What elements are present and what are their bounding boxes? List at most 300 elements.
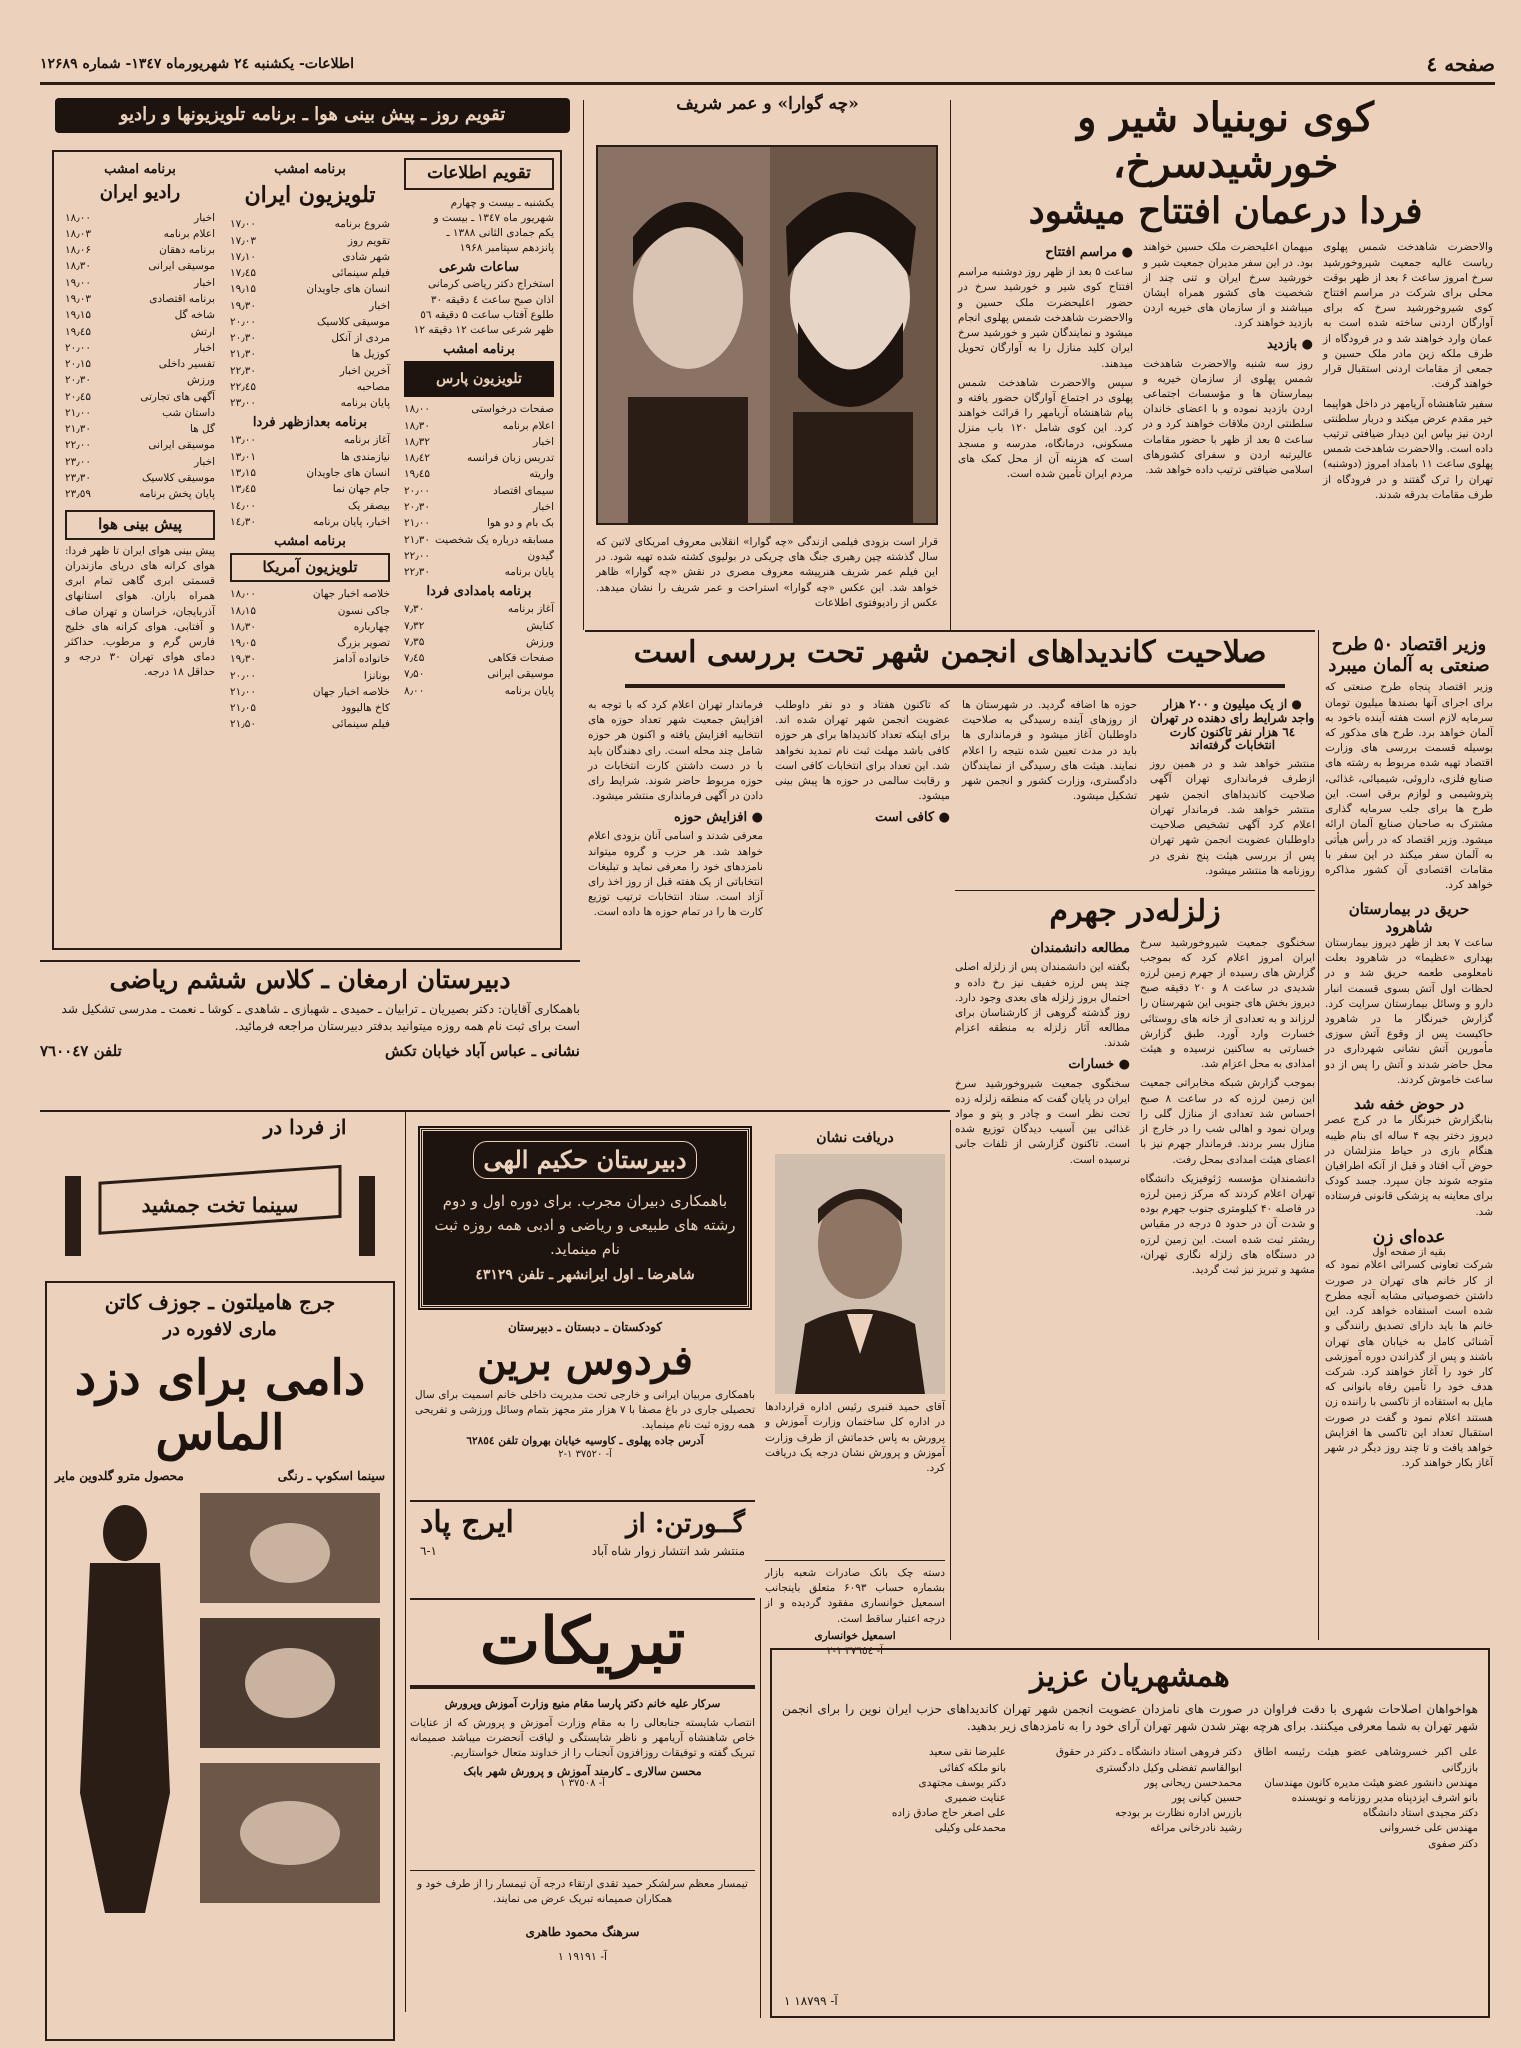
women-title: عده‌ای زن [1372,1226,1446,1247]
tv-iran-tomorrow-time: ۱٤٫۳۰ [230,515,256,528]
rule-thanks-right [760,1598,761,2018]
tv-iran-program-show: پایان برنامه [340,397,390,410]
tv-us-title: تلویزیون آمریکا [230,553,390,582]
tv-us-program-row [230,635,390,651]
award-header: دریافت نشان [816,1130,894,1146]
radio-program-list [65,210,215,503]
tv-iran-tomorrow-show: بیصفر یک [348,499,390,512]
council-title-underline [625,684,1285,688]
council-text-3: که تاکنون هفتاد و دو نفر داوطلب عضویت انجمن شهر تهران شده اند. برای اینکه تعداد کاندیداها برای هر حوزه کافی باشد مهلت ثبت نام تمدید نخواهد شد. این تعداد برای انتخابات کافی است و رقابت سالمی در حوزه ها پیش بینی میشود. [775,699,950,803]
council-col-3 [775,698,950,829]
radio-program-show: تفسیر داخلی [158,358,215,371]
candidate-name: علیرضا نقی سعید [928,1746,1006,1759]
tv-pars-program-row [404,466,554,482]
tv-us-program-time: ۲۱٫۵۰ [230,718,256,731]
tv-iran-program-row [230,265,390,281]
cinema-ad [40,1116,400,2016]
tv-us-program-show: بونانزا [363,669,390,682]
tv-us-program-time: ۱۸٫۰۰ [230,588,256,601]
quake-sub-scientists: مطالعه دانشمندان [1030,940,1130,956]
palace-text-4: روز سه شنبه والاحضرت شاهدخت شمس پهلوی از سازمان خیریه و بیمارستان ها و مؤسسات اجتماعی اردن بازدید نموده و با اعضای خاندان سلطنتی اردن ملاقات خواهند کرد و در ساعت ۵ بعد از ظهر با حضور مقامات عالیرتبه اردن و سفرای کشورهای اسلامی ضیافتی ترتیب داده خواهد شد. [1143,357,1313,477]
tv-iran-program-time: ۱۹٫۳۰ [230,299,256,312]
book-ad [410,1505,755,1595]
hospital-title: حریق در بیمارستان شاهرود [1348,900,1470,936]
tv-iran-program-row [230,330,390,346]
thanks-rule [410,1870,755,1871]
school-armaghan-phone: تلفن ۷٦۰۰٤۷ [40,1041,122,1060]
candidate-name: محمدعلی وکیلی [934,1822,1006,1835]
cinema-stars-2: ماری لافوره در [163,1319,277,1340]
radio-program-row [65,291,215,307]
tv-pars-tomorrow-show: آغاز برنامه [507,603,554,616]
thanks-name-1: محسن سالاری ـ کارمند آموزش و پرورش شهر بابک [463,1765,702,1779]
candidate-name: دکتر مجیدی استاد دانشگاه [1362,1807,1478,1820]
tv-iran-tomorrow-time: ۱۳٫۱۵ [230,467,256,480]
radio-program-time: ۲۳٫۳۰ [65,471,91,484]
candidate-name: رشید نادرخانی مراغه [1150,1822,1242,1835]
tv-us-program-row [230,619,390,635]
rule-thanks-top [410,1598,755,1600]
economy-story [1325,635,1493,1472]
radio-program-row [65,372,215,388]
drown-text: بنابگزارش خبرنگار ما در کرج عصر دیروز دختر بچه ۴ ساله ای بنام طیبه هنگام بازی در حیاط منزلشان در حوض آب افتاد و قبل از آنکه اطرافیان متوجه شوند جان سپرد. جسد کودک برای معاینه به پزشکی قانونی فرستاده شد. [1325,1114,1493,1218]
palace-text-1: والاحضرت شاهدخت شمس پهلوی ریاست عالیه جمعیت شیروخورشید سرخ امروز ساعت ۶ بعد از ظهر بوقت محلی برای شرکت در مراسم افتتاح کوی شیروخورشید سرخ که برای آوارگان اردنی ساخته شده است به عمان وارد خواهند شد و در فرودگاه از طرف ملکه زین مادر ملک حسین و جمعی از مقامات اردنی استقبال قرار خواهند گرفت. [1323,241,1493,391]
tv-pars-program-time: ۱۸٫۳۰ [404,419,430,432]
tv-iran-tomorrow-row [230,465,390,481]
tv-listings [52,150,562,950]
radio-label: برنامه امشب [104,162,176,177]
school-hakim-title: دبیرستان حکیم الهی [473,1141,697,1179]
tv-pars-tomorrow-row [404,618,554,634]
tv-iran-program-show: فیلم سینمائی [331,267,390,280]
quake-text-5: سخنگوی جمعیت شیروخورشید سرخ ایران در پایان گفت که منطقه زلزله زده تحت نظر است و چادر و پتو و مواد غذائی بین آسیب دیدگان توزیع شده است. تاکنون گزارشی از تلفات جانی نرسیده است. [955,1077,1130,1166]
radio-program-time: ۲۱٫۳۰ [65,423,91,436]
council-title: صلاحیت کاندیداهای انجمن شهر تحت بررسی است [633,635,1267,670]
tv-iran-program-time: ۲۰٫۳۰ [230,332,256,345]
radio-program-show: شاخه گل [174,309,215,322]
radio-program-show: برنامه دهقان [159,244,215,257]
radio-program-time: ۱۹٫۰۰ [65,276,91,289]
citizens-ad [770,1648,1490,2018]
tv-pars-program-show: گیدون [527,549,554,562]
tv-iran-tomorrow-label: برنامه بعدازظهر فردا [252,415,368,431]
school-hakim-ad [420,1128,750,1308]
rule-council-top [585,630,1315,632]
tv-us-program-time: ۱۹٫۳۰ [230,653,256,666]
radio-program-row [65,258,215,274]
economy-title: وزیر اقتصاد ۵۰ طرح صنعتی به آلمان میبرد [1328,634,1490,676]
tv-iran-program-row [230,298,390,314]
tv-us-program-show: خلاصه اخبار جهان [312,685,390,698]
palace-text-6: سپس والاحضرت شاهدخت شمس پهلوی در اجتماع آوارگان حضور یافته و پیام شاهنشاه آریامهر را قرائت خواهند کرد. این کوی شامل ۱۲۰ باب منزل مسکونی، درمانگاه، مدرسه و مسجد است که هزینه آن از محل کمک های مردم ایران تأمین شده است. [958,376,1133,481]
radio-program-time: ۱۸٫۰۶ [65,244,91,257]
rule-award-right [950,1120,951,1640]
school-ferdows-kicker: کودکستان ـ دبستان ـ دبیرستان [507,1320,663,1334]
radio-program-row [65,486,215,502]
rule-school1-bottom [40,1110,950,1112]
radio-program-row [65,437,215,453]
tv-pars-program-row [404,483,554,499]
candidate-name: بانو ملکه کفائی [939,1761,1006,1774]
school-ferdows-code: آ- ۳۷٥۲۰ ۱-۲ [558,1448,612,1460]
council-text-1: منتشر خواهد شد و در همین روز ازطرف فرمانداری تهران آگهی صلاحیت کاندیداهای انجمن شهر منتشر خواهد شد. فرماندار تهران اعلام کرد آگهی تشخیص صلاحیت داوطلبان عضویت انجمن شهر تهران پس از بررسی هیئت پنج نفری در روزنامه ها منتشر میشود. [1150,758,1315,877]
council-box-title: ● از یک میلیون و ۲۰۰ هزار واجد شرایط رای دهنده در تهران ٦٤ هزار نفر تاکنون کارت انتخابات گرفته‌اند [1150,697,1315,753]
pars-tomorrow-label: برنامه بامدادی فردا [426,584,532,600]
radio-program-show: ورزش [186,374,215,387]
tv-us-program-show: تصویر بزرگ [337,637,390,650]
tv-pars-program-row [404,564,554,580]
tv-pars-program-show: واریته [529,468,554,481]
thanks-text-1: سرکار علیه خانم دکتر پارسا مقام منیع وزارت آموزش وپرورش [444,1697,721,1710]
candidate-name: محمدحسن ریحانی پور [1144,1776,1242,1789]
tv-iran-title: تلویزیون ایران [244,182,376,208]
tv-us-program-show: جاکی نسون [337,604,390,617]
candidate-name: عنایت ضمیری [944,1791,1006,1804]
tv-iran-program-time: ۲۲٫٤۵ [230,380,256,393]
pars-tomorrow-list [404,601,554,699]
tv-iran-tomorrow-row [230,498,390,514]
award-caption: آقای حمید قنبری رئیس اداره قراردادها در اداره کل ساختمان وزارت آموزش و پرورش به پاس خدماتش از طرف وزارت آموزش و پرورش نشان درجه یک دریافت کرد. [765,1401,945,1474]
tv-us-program-show: خلاصه اخبار جهان [312,588,390,601]
candidate-name: دکتر یوسف مجتهدی [918,1776,1006,1789]
tv-us-program-time: ۱۹٫۰۵ [230,637,256,650]
tv-pars-tomorrow-row [404,634,554,650]
tv-us-program-row [230,586,390,602]
tv-pars-program-row [404,401,554,417]
radio-program-show: اخبار [194,341,215,354]
drown-title: در حوض خفه شد [1353,1095,1465,1114]
tv-col-iran [230,158,390,733]
radio-program-time: ۱۸٫۰۰ [65,211,91,224]
thanks-code-1: آ- ۳۷٥۰۸ ۱ [560,1778,605,1790]
tv-pars-tomorrow-show: ورزش [525,635,554,648]
tv-iran-tomorrow-show: نیازمندی ها [341,450,390,463]
tv-iran-program-time: ۲۳٫۰۰ [230,397,256,410]
religious-line-4: ظهر شرعی ساعت ۱۲ دقیقه ۱۲ [413,324,554,337]
tv-pars-tomorrow-time: ۷٫۳۲ [404,619,425,632]
thanks-code-2: آ- ۱۹۱۹۱ ۱ [557,1950,608,1963]
palace-text-5: ساعت ۵ بعد از ظهر روز دوشنبه مراسم افتتاح کوی شیر و خورشید سرخ در حضور اعلیحضرت ملک حسین و والاحضرت شاهدخت شمس پهلوی انجام میشود و نمایندگان شیر و خورشید سرخ ایران کلید منازل را به آوارگان تحویل میدهند. [958,266,1133,370]
tv-iran-program-row [230,379,390,395]
cinema-from-tomorrow: از فردا در [263,1115,347,1139]
tv-iran-program-row [230,395,390,411]
tv-iran-program-row [230,346,390,362]
palace-title-2: فردا درعمان افتتاح میشود [1028,190,1423,232]
radio-program-row [65,242,215,258]
radio-program-time: ۲۳٫٥۹ [65,488,91,501]
divider-palace-left [950,100,951,630]
school-ferdows-ad [415,1320,755,1490]
cinema-studio: محصول مترو گلدوین مایر [55,1469,184,1484]
tv-iran-program-show: مردی از آنکل [331,332,390,345]
tv-us-program-show: کاخ هالیوود [341,702,390,715]
tv-iran-program-time: ۱۷٫۱۰ [230,250,256,263]
citizens-candidates-col-1 [1254,1745,1478,1852]
tv-iran-tomorrow-time: ۱۳٫۰۱ [230,450,256,463]
radio-program-row [65,356,215,372]
tv-pars-tomorrow-row [404,601,554,617]
rule-book-top [410,1500,755,1502]
quake-text-4: بگفته این دانشمندان پس از زلزله اصلی چند پس لرزه خفیف نیز رخ داده و احتمال بروز زلزله های بعدی وجود دارد. روز گذشته گروهی از کارشناسان برای مطالعه آثار زلزله به منطقه اعزام شدند. [955,961,1130,1050]
council-text-5: معرفی شدند و اسامی آنان بزودی اعلام خواهد شد. هر حزب و گروه میتواند نامزدهای خود را معرفی نماید و تبلیغات انتخاباتی از یک هفته قبل از روز اخذ رای آزاد است. ستاد انتخابات ترتیب توزیع کارت ها را در تمام حوزه ها داده است. [588,830,763,919]
tv-pars-tomorrow-time: ۷٫٤۵ [404,652,425,665]
candidate-name: بازرس اداره نظارت بر بودجه [1114,1807,1242,1820]
tv-pars-program-time: ۲۲٫۰۰ [404,549,430,562]
tv-iran-program-list [230,216,390,411]
weather-text: پیش بینی هوای ایران تا ظهر فردا: هوای کرانه های دریای مازندران قسمتی ابری گاهی تمام ابری همراه باران. هوای استانهای آذربایجان، خراسان و تهران صاف و آفتابی. هوای کرانه های خلیج فارس گرم و مرطوب. حداکثر دمای هوای تهران ۳۰ درجه و حداقل ۱۸ درجه. [65,544,215,679]
tv-us-program-list [230,586,390,732]
tv-iran-tomorrow-show: انسان های جاویدان [306,467,390,480]
women-text: شرکت تعاونی کسرائی اعلام نمود که از کار خانم های تهران در صورت داشتن خصوصیاتی مشابه آنچه مطرح شده است استفاده خواهد کرد. این خانم ها باید دارای تصدیق رانندگی و آشنائی کامل به خیابان های تهران باشند و پس از گذراندن دوره آموزشی کار خود را آغاز خواهند کرد. شرکت هدف خود را تأمین رفاه بانوانی که مایل به استفاده از تاکسی با راننده زن هستند اعلام نمود و گفت در صورت استقبال تعداد این تاکسی ها افزایش خواهد یافت و تا چند روز دیگر در شهر آغاز بکار خواهند کرد. [1325,1259,1493,1470]
masthead [40,52,1495,82]
citizens-candidates-col-2 [1018,1745,1242,1852]
radio-title: رادیو ایران [99,182,181,203]
calendar-line-3: یکم جمادی الثانی ۱۳۸۸ ـ [446,226,554,239]
cinema-name: سینما تخت جمشید [141,1193,299,1217]
radio-program-time: ۲۰٫۱۵ [65,358,91,371]
tv-col-calendar [404,158,554,699]
rule-mid-right [1318,630,1319,1640]
school-hakim-address: شاهرضا ـ اول ایرانشهر ـ تلفن ٤۳۱۲۹ [475,1266,695,1283]
tv-iran-program-time: ۲۱٫۳۰ [230,348,256,361]
tv-pars-tomorrow-time: ۷٫۵۰ [404,668,425,681]
palace-title-1: کوی نوبنیاد شیر و خورشیدسرخ، [1077,94,1374,187]
school-hakim-text: باهمکاری دبیران مجرب. برای دوره اول و دوم رشته های طبیعی و ریاضی و ادبی همه روزه ثبت نام مینماید. [434,1191,736,1258]
award-section [765,1130,945,1658]
radio-program-row [65,470,215,486]
school-ferdows-text: باهمکاری مربیان ایرانی و خارجی تحت مدیریت داخلی خانم اسمیت برای سال تحصیلی جاری در باغ مصفا با ۷ هزار متر مجهز بتمام وسائل ورزشی و تفریحی همه روزه ثبت نام مینماید. [415,1389,755,1432]
tv-iran-program-row [230,233,390,249]
radio-program-show: اعلام برنامه [163,227,215,240]
tv-iran-program-time: ۱۷٫۰۰ [230,218,256,231]
tv-pars-program-show: پایان برنامه [504,566,554,579]
thanks-ad [410,1605,755,2025]
thanks-name-2: سرهنگ محمود طاهری [525,1925,640,1939]
radio-program-show: اخبار [194,455,215,468]
palace-text-2: سفیر شاهنشاه آریامهر در داخل هواپیما خیر مقدم عرض میکند و دربار سلطنتی اردن نیز بپاس این دیدار ضیافتی ترتیب داده است. والاحضرت شاهدخت شمس پهلوی ساعت ۱۱ بامداد امروز (دوشنبه) تهران را ترک گفتند و در فرودگاه از طرف مقامات بدرقه شدند. [1323,397,1493,501]
council-sub-enough: ● کافی است [875,809,950,825]
palace-sub-visit: ● بازدید [1267,336,1313,352]
issue-info: اطلاعات- یکشنبه ۲٤ شهریورماه ۱۳٤۷- شماره ۱۲۶۸۹ [40,56,354,72]
radio-program-row [65,421,215,437]
tv-header [55,98,570,136]
citizens-title: همشهریان عزیز [1030,1659,1230,1694]
tv-us-program-show: فیلم سینمائی [331,718,390,731]
tv-us-program-row [230,700,390,716]
tv-us-program-show: خانواده آدامز [333,653,390,666]
quake-sub-damage: ● خسارات [1068,1056,1130,1072]
citizens-text: هواخواهان اصلاحات شهری با دقت فراوان در صورت های نامزدان عضویت انجمن شهر تهران کاندیداهای حزب ایران نوین را برای انجمن شهر تهران به شما معرفی میکنند. برای هرچه بهتر شدن شهر تهران آرای خود را به نامزدهای زیر بدهید. [782,1701,1478,1733]
candidate-name: مهندس علی خسروانی [1379,1822,1478,1835]
school-armaghan-title: دبیرستان ارمغان ـ کلاس ششم ریاضی [109,965,511,994]
thanks-text-2: انتصاب شایسته جنابعالی را به مقام وزارت آموزش و پرورش که از عنایات خاص شاهنشاه آریامهر و ناظر شایستگی و لیاقت آنحضرت میباشد صمیمانه تبریک گفته و توفیقات روزافزون آنجناب را از خداوند متعال خواستاریم. [410,1716,755,1760]
radio-program-show: موسیقی ایرانی [148,439,215,452]
tv-iran-program-time: ۲۰٫۰۰ [230,315,256,328]
candidate-name: دکتر صفوی [1428,1837,1478,1850]
tv-us-program-time: ۱۸٫۳۰ [230,620,256,633]
pars-title: تلویزیون پارس [404,361,554,397]
radio-program-time: ۲۳٫۰۰ [65,455,91,468]
tv-iran-program-show: کوزیل ها [351,348,390,361]
school-armaghan-text: باهمکاری آقایان: دکتر بصیریان ـ ترابیان ـ حمیدی ـ شهبازی ـ شاهدی ـ کوشا ـ نعمت ـ مدرسی تشکیل شد است برای ثبت نام همه روزه میتوانید بدفتر دبیرستان مراجعه فرمائید. [61,1001,580,1034]
council-text-4: فرماندار تهران اعلام کرد که با توجه به افزایش جمعیت شهر تعداد حوزه های انتخابیه افزایش یافته و اکنون هر حوزه شامل چند محله است. رای دهندگان باید با در دست داشتن کارت انتخابات در حوزه مربوط حاضر شوند. شرایط رای دادن در آگهی فرمانداری منتشر میشود. [588,699,763,803]
religious-line-3: طلوع آفتاب ساعت ۵ دقیقه ٥٦ [420,308,554,321]
tv-pars-program-time: ۱۸٫۳۲ [404,435,430,448]
tv-iran-tomorrow-show: آغاز برنامه [343,434,390,447]
radio-program-show: آگهی های تجارتی [140,390,215,403]
radio-program-show: گل ها [189,423,215,436]
candidate-name: دکتر فروهی استاد دانشگاه ـ دکتر در حقوق [1055,1746,1242,1759]
pars-label: برنامه امشب [443,342,515,358]
palace-sub-opening: ● مراسم افتتاح [1045,245,1133,261]
lost-cheque-text: دسته چک بانک صادرات شعبه بازار بشماره حساب ۶۰۹۳ متعلق باینجانب اسمعیل خوانساری مفقود گردیده و از درجه اعتبار ساقط است. [765,1567,945,1625]
cinema-format: سینما اسکوپ ـ رنگی [277,1469,385,1484]
award-photo [775,1154,945,1394]
tv-us-program-time: ۲۱٫۰۵ [230,702,256,715]
tv-iran-program-show: تقویم روز [347,234,390,247]
tv-iran-program-show: موسیقی کلاسیک [316,315,390,328]
radio-program-row [65,340,215,356]
tv-iran-program-show: اخبار [369,299,390,312]
che-header: «چه گوارا» و عمر شریف [676,94,859,114]
tv-pars-program-show: مسابقه درباره یک شخصیت [435,533,554,546]
radio-program-time: ۱۹٫۱۵ [65,309,91,322]
tv-iran-program-row [230,249,390,265]
book-author: ایرج پاد [420,1505,514,1540]
quake-text-2: بموجب گزارش شبکه مخابراتی جمعیت این زمین لرزه که در ساعت ۸ صبح احساس شد تعدادی از منازل گلی را ویران نمود و اهالی شب را در خارج از منازل بسر بردند. فرماندار جهرم نیز با اعضای هیئت امدادی بمحل رفت. [1140,1077,1315,1166]
tv-pars-program-row [404,548,554,564]
tv-pars-tomorrow-time: ۷٫۳۰ [404,603,425,616]
economy-text: وزیر اقتصاد پنجاه طرح صنعتی که برای اجرای آنها بصندها میلیون تومان سرمایه لازم است هفته آینده باخود به آلمان خواهد برد. طرح های مذکور که بوسیله قسمت بررسی های وزارت اقتصاد تهیه شده مربوط به رشته های صنایع فلزی، داروئی، شیمیائی، غذائی، پتروشیمی و لوازم برقی است. این طرح ها برای جلب سرمایه گذاری مشترک به صاحبان صنایع آلمان ارائه میشود. وزیر اقتصاد که در رأس هیأتی به آلمان سفر میکند در این سفر با مقامات اقتصادی آن کشور مذاکره خواهد کرد. [1325,681,1493,892]
radio-program-time: ۱۹٫٤۵ [65,325,91,338]
tv-header-text: تقویم روز ـ پیش بینی هوا ـ برنامه تلویزیونها و رادیو [55,98,570,133]
radio-program-time: ۲۲٫۰۰ [65,439,91,452]
tv-iran-tomorrow-time: ۱۳٫٤۵ [230,483,256,496]
tv-iran-tomorrow-row [230,449,390,465]
religious-line-2: اذان صبح ساعت ٤ دقیقه ۳۰ [430,293,554,306]
tv-iran-tomorrow-list [230,432,390,530]
cinema-poster [45,1281,395,2041]
che-section [590,95,945,625]
lost-cheque-name: اسمعیل خوانساری [814,1629,896,1642]
book-code: ۱-٦ [420,1544,437,1558]
tv-iran-program-show: مصاحبه [356,380,390,393]
tv-pars-tomorrow-row [404,650,554,666]
radio-program-row [65,324,215,340]
lost-cheque-code: آ- ۳۷٦٥٤ ۱-۲ [826,1645,884,1658]
tv-us-program-row [230,684,390,700]
cinema-film-title: دامی برای دزد الماس [74,1349,366,1461]
tv-iran-program-time: ۲۲٫۳۰ [230,364,256,377]
council-col-4 [588,698,763,925]
tv-us-program-row [230,668,390,684]
che-photo [596,145,938,525]
radio-program-show: پایان پخش برنامه [139,488,215,501]
tv-iran-tomorrow-show: جام جهان نما [332,483,390,496]
radio-program-show: موسیقی کلاسیک [141,471,215,484]
school-ferdows-title: فردوس برین [477,1337,693,1384]
quake-story [955,895,1315,1635]
hospital-text: ساعت ۷ بعد از ظهر دیروز بیمارستان بهداری «عظیما» در شاهرود بعلت نامعلومی طعمه حریق شد و در لحظات اول آتش بسوی قسمت انبار دارو و وسائل بیمارستان سرایت کرد. گزارش خبرنگار ما در شاهرود حاکیست پس از وقوع آتش سوزی مأمورین آتش نشانی شهرداری در محل حاضر شدند و آتش را پس از دو ساعت خاموش کردند. [1325,936,1493,1086]
radio-program-show: موسیقی ایرانی [148,260,215,273]
tv-pars-program-time: ۲۰٫۳۰ [404,500,430,513]
tv-pars-program-time: ۲۲٫۳۰ [404,566,430,579]
tv-us-program-row [230,716,390,732]
tv-pars-program-time: ۱۹٫٤۵ [404,468,430,481]
radio-program-time: ۲۰٫٤۵ [65,390,91,403]
school-ferdows-address: آدرس جاده پهلوی ـ کاوسیه خیابان بهروان تلفن ٦۲۸٥٤ [466,1434,704,1447]
tv-us-program-time: ۱۸٫۱۵ [230,604,256,617]
tv-pars-program-show: اخبار [533,500,554,513]
tv-pars-tomorrow-row [404,683,554,699]
citizens-code: آ- ۱۸۷۹۹ ۱ [784,1994,838,2008]
tv-iran-tomorrow-row [230,514,390,530]
council-text-2: حوزه ها اضافه گردید. در شهرستان ها از روزهای آینده رسیدگی به صلاحیت داوطلبان آغاز میشود و فرمانداری ها باید در مدت تعیین شده نتیجه را اعلام نمایند. هیئت های رسیدگی از نمایندگان دادگستری، وزارت کشور و انجمن شهر تشکیل میشود. [962,699,1137,803]
candidate-name: علی اکبر خسروشاهی عضو هیئت رئیسه اطاق بازرگانی [1254,1746,1478,1774]
rule-cinema-right [405,1112,406,2012]
tv-iran-program-time: ۱۷٫۰۳ [230,234,256,247]
tv-iran-program-show: شروع برنامه [334,218,390,231]
radio-program-row [65,405,215,421]
candidate-name: ابوالقاسم تفضلی وکیل دادگستری [1095,1761,1242,1774]
calendar-line-2: شهریور ماه ۱۳٤۷ ـ بیست و [433,211,554,224]
thanks-title: تبریکات [410,1605,755,1689]
tv-iran-program-row [230,314,390,330]
tv-pars-program-time: ۱۸٫٤۲ [404,452,430,465]
tv-us-program-row [230,651,390,667]
calendar-title: تقویم اطلاعات [404,158,554,190]
candidate-name: بانو اشرف ایزدپناه مدیر روزنامه و نویسنده [1291,1791,1478,1804]
tv-pars-program-show: صفحات درخواستی [471,403,554,416]
quake-text-1: سخنگوی جمعیت شیروخورشید سرخ ایران امروز اعلام کرد که بموجب گزارش های رسیده از جهرم زمین لرزه شدیدی در ساعت ۸ و ۲۰ دقیقه صبح دیروز بخش های جنوبی این شهرستان را لرزاند و به تعدادی از خانه های روستائی خسارت وارد آورد. طبق گزارش خسارتی به ساکنین نرسیده و هیئت امدادی به محل اعزام شد. [1140,936,1316,1071]
cinema-name-banner [60,1156,380,1266]
radio-program-time: ۲۰٫۰۰ [65,341,91,354]
radio-program-show: داستان شب [162,406,215,419]
tv-pars-tomorrow-time: ۸٫۰۰ [404,684,425,697]
tv-iran-tomorrow-show: اخبار، پایان برنامه [313,515,390,528]
candidate-name: علی اصغر حاج صادق زاده [891,1807,1006,1820]
tv-pars-program-show: اخبار [533,435,554,448]
masthead-rule [40,82,1495,85]
tv-iran-program-time: ۱۷٫٤۵ [230,267,256,280]
page-number: صفحه ٤ [1426,52,1495,76]
pars-program-list [404,401,554,580]
council-col-2 [962,698,1137,809]
radio-program-show: برنامه اقتصادی [149,293,215,306]
citizens-candidates-col-3 [782,1745,1006,1852]
women-sub: بقیه از صفحه اول [1372,1247,1446,1259]
tv-pars-tomorrow-show: موسیقی ایرانی [487,668,554,681]
tv-pars-program-row [404,532,554,548]
tv-iran-tomorrow-time: ۱٤٫۰۰ [230,499,256,512]
book-publisher: منتشر شد انتشار زوار شاه آباد [591,1544,745,1558]
tv-pars-tomorrow-show: صفحات فکاهی [488,652,554,665]
tv-pars-tomorrow-time: ۷٫۳۵ [404,635,425,648]
tv-us-program-time: ۲۱٫۰۰ [230,685,256,698]
lost-cheque-notice [765,1566,945,1659]
tv-pars-program-show: اعلام برنامه [502,419,554,432]
book-label: گــورتن: از [625,1509,745,1539]
tv-pars-program-row [404,418,554,434]
religious-title: ساعات شرعی [439,260,519,276]
tv-pars-program-time: ۲۰٫۰۰ [404,484,430,497]
tv-pars-program-time: ۱۸٫۰۰ [404,403,430,416]
award-rule [765,1560,945,1561]
candidate-name: مهندس دانشور عضو هیئت مدیره کانون مهندسان [1264,1776,1478,1789]
radio-program-row [65,389,215,405]
radio-program-row [65,307,215,323]
radio-program-show: اخبار [194,211,215,224]
